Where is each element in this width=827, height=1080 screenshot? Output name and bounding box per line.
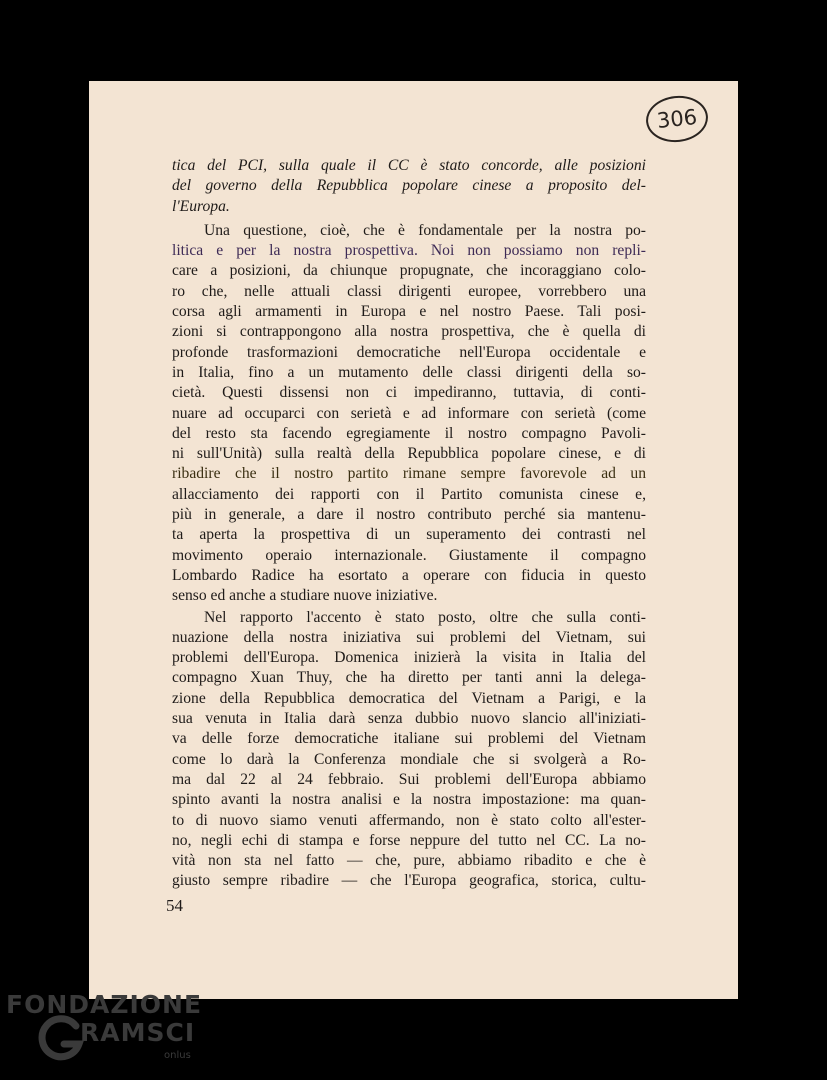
text-line: movimento operaio internazionale. Giustamente il compagno: [172, 546, 646, 564]
paragraph-1: [172, 156, 646, 217]
text-line: spinto avanti la nostra analisi e la nostra impostazione: ma quan-: [172, 791, 646, 809]
fondazione-gramsci-logo: [6, 990, 206, 1070]
text-line: problemi dell'Europa. Domenica inizierà la visita in Italia del: [172, 649, 646, 667]
text-line: care a posizioni, da chiunque propugnate, che incoraggiano colo-: [172, 262, 646, 280]
text-line: ni sull'Unità) sulla realtà della Repubblica popolare cinese, e di: [172, 445, 646, 463]
text-line: del governo della Repubblica popolare cinese a proposito del-: [172, 177, 646, 195]
text-line: Una questione, cioè, che è fondamentale per la nostra po-: [204, 221, 646, 239]
text-line: nuazione della nostra iniziativa sui problemi del Vietnam, sui: [172, 628, 646, 646]
text-line: nuare ad occuparci con serietà e ad informare con serietà (come: [172, 404, 646, 422]
text-line: corsa agli armamenti in Europa e nel nostro Paese. Tali posi-: [172, 303, 646, 321]
text-line: del resto sta facendo egregiamente il nostro compagno Pavoli-: [172, 424, 646, 442]
text-line: litica e per la nostra prospettiva. Noi non possiamo non repli-: [172, 242, 646, 260]
text-line: profonde trasformazioni democratiche nell'Europa occidentale e: [172, 343, 646, 361]
body-text: [172, 156, 646, 892]
archive-number: 306: [655, 104, 699, 134]
text-line: va delle forze democratiche italiane sui problemi del Vietnam: [172, 730, 646, 748]
text-line: Nel rapporto l'accento è stato posto, oltre che sulla conti-: [204, 608, 646, 626]
text-line: cietà. Questi dissensi non ci impediranno, tuttavia, di conti-: [172, 384, 646, 402]
paragraph-3: [172, 608, 646, 892]
text-line: no, negli echi di stampa e forse neppure del tutto nel CC. La no-: [172, 831, 646, 849]
gramsci-g-icon: [36, 1014, 84, 1062]
logo-line-2: RAMSCI: [80, 1018, 196, 1047]
text-line: zioni si contrappongono alla nostra prospettiva, che è quella di: [172, 323, 646, 341]
text-line: ta aperta la prospettiva di un superamento dei contrasti nel: [172, 526, 646, 544]
text-line: sua venuta in Italia darà senza dubbio nuovo slancio all'iniziati-: [172, 710, 646, 728]
text-line: come lo darà la Conferenza mondiale che si svolgerà a Ro-: [172, 750, 646, 768]
logo-line-1: FONDAZIONE: [6, 990, 203, 1019]
text-line: to di nuovo siamo venuti affermando, non è stato colto all'ester-: [172, 811, 646, 829]
text-line: senso ed anche a studiare nuove iniziative.: [172, 587, 438, 605]
text-line: compagno Xuan Thuy, che ha diretto per tanti anni la delega-: [172, 669, 646, 687]
text-line: ribadire che il nostro partito rimane sempre favorevole ad un: [172, 465, 646, 483]
text-line: Lombardo Radice ha esortato a operare con fiducia in questo: [172, 566, 646, 584]
text-line: in Italia, fino a un mutamento delle classi dirigenti della so-: [172, 363, 646, 381]
text-line: più in generale, a dare il nostro contributo perché sia mantenu-: [172, 506, 646, 524]
text-line: zione della Repubblica democratica del Vietnam a Parigi, e la: [172, 689, 646, 707]
paragraph-2: [172, 221, 646, 607]
text-line: l'Europa.: [172, 197, 230, 215]
text-line: giusto sempre ribadire — che l'Europa geografica, storica, cultu-: [172, 872, 646, 890]
text-line: tica del PCI, sulla quale il CC è stato concorde, alle posizioni: [172, 157, 646, 174]
logo-line-3: onlus: [164, 1050, 191, 1061]
text-line: allacciamento dei rapporti con il Partito comunista cinese e,: [172, 485, 646, 503]
text-line: ro che, nelle attuali classi dirigenti europee, vorrebbero una: [172, 282, 646, 300]
text-line: vità non sta nel fatto — che, pure, abbiamo ribadito e che è: [172, 852, 646, 870]
text-line: ma dal 22 al 24 febbraio. Sui problemi dell'Europa abbiamo: [172, 770, 646, 788]
page-number: 54: [166, 896, 183, 915]
